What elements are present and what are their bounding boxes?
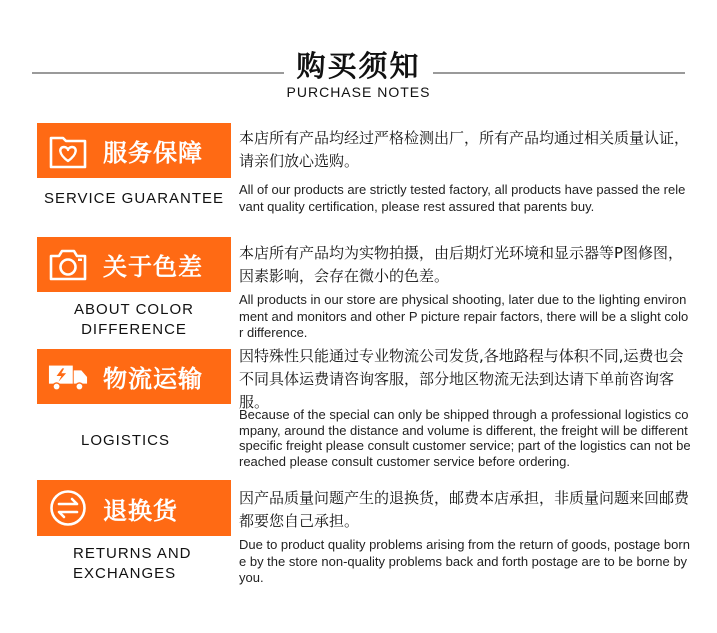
section-text-en: All products in our store are physical shooting, later due to the lighting environment and monitors and other P picture repair factors, there will be a slight color difference.: [239, 292, 689, 340]
section-label-en: RETURNS AND EXCHANGES: [73, 545, 192, 582]
section-text-cn: 因产品质量问题产生的退换货，邮费本店承担，非质量问题来回邮费都要您自己承担。: [239, 489, 690, 530]
section-label-en: ABOUT COLOR DIFFERENCE: [74, 301, 194, 338]
returns-badge: [37, 480, 231, 536]
section-text-cn: 本店所有产品均为实物拍摄，由后期灯光环境和显示器等P图修图，因素影响，会存在微小的色差。: [239, 244, 684, 285]
header-line-left: [32, 72, 284, 74]
color-difference-badge: [37, 237, 231, 292]
section-text-en: Due to product quality problems arising from the return of goods, postage borne by the store non-quality problems back and forth postage are to be borne by you.: [239, 537, 690, 585]
section-label-en: LOGISTICS: [81, 432, 171, 449]
badge-label: 服务保障: [103, 139, 203, 167]
logistics-badge: [37, 349, 231, 404]
badge-label: 退换货: [103, 496, 178, 525]
page-title: 购买须知: [296, 49, 421, 83]
section-text-cn: 本店所有产品均经过严格检测出厂，所有产品均通过相关质量认证，请亲们放心选购。: [239, 129, 690, 170]
delivery-truck-icon: [48, 357, 88, 397]
header-line-right: [433, 72, 685, 74]
section-text-cn: 因特殊性只能通过专业物流公司发货,各地路程与体积不同,运费也会不同具体运费请咨询客服，部分地区物流无法到达请下单前咨询客服。: [239, 347, 684, 411]
exchange-arrows-icon: [48, 488, 88, 528]
service-guarantee-badge: [37, 123, 231, 178]
section-text-en: Because of the special can only be shipped through a professional logistics company, around the distance and volume is different, the freight will be different specific freight please consult customer service; part of the logistics can not be reached please consult customer service before ordering.: [239, 407, 691, 469]
section-text-en: All of our products are strictly tested factory, all products have passed the relevant quality certification, please rest assured that parents buy.: [239, 182, 686, 214]
section-label-en: SERVICE GUARANTEE: [43, 190, 225, 207]
badge-label: 关于色差: [103, 253, 203, 281]
badge-label: 物流运输: [103, 365, 203, 393]
page-subtitle: PURCHASE NOTES: [286, 84, 431, 100]
camera-icon: [48, 245, 88, 285]
heart-folder-icon: [48, 131, 88, 171]
